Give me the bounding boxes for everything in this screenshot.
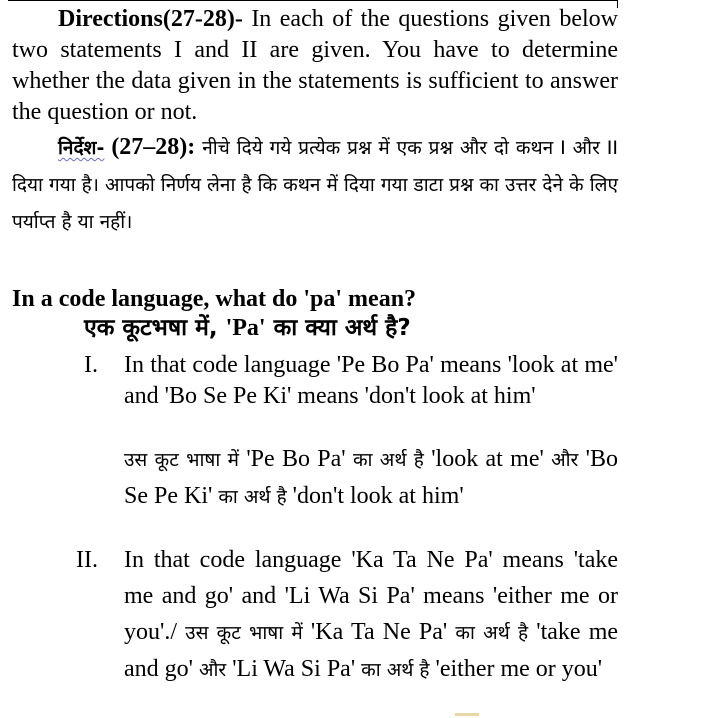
directions-hindi-label: निर्देश- bbox=[58, 137, 105, 159]
statement-hindi-text: का अर्थ है bbox=[455, 622, 529, 644]
statement-hindi-text: का अर्थ है bbox=[361, 659, 430, 681]
statement-hindi-code: 'Pe Bo Pa' bbox=[246, 446, 346, 472]
question-hindi-pre: एक कूटभषा में, bbox=[84, 315, 218, 341]
directions-hindi-range: (27–28): bbox=[111, 134, 196, 160]
statement-hindi-value: 'take me and go' bbox=[124, 619, 619, 682]
statement-english: In that code language 'Pe Bo Pa' means 'look at me' and 'Bo Se Pe Ki' means 'don't look at him' bbox=[124, 352, 618, 409]
question-english: In a code language, what do 'pa' mean? bbox=[12, 286, 417, 312]
directions-label: Directions bbox=[58, 6, 163, 32]
statement-hindi-text: का अर्थ है bbox=[218, 486, 287, 508]
question-hindi-post: का क्या अर्थ है? bbox=[273, 315, 411, 341]
statement-hindi-text: का अर्थ है bbox=[352, 449, 424, 471]
question-hindi bbox=[84, 313, 411, 344]
directions-hindi bbox=[12, 129, 618, 241]
directions-english bbox=[12, 4, 618, 128]
statement-hindi-value: 'either me or you' bbox=[435, 656, 603, 682]
statement-hindi bbox=[124, 441, 618, 515]
page-fragment bbox=[455, 713, 479, 716]
statement-english bbox=[124, 542, 618, 688]
statement-hindi-code: 'Bo Se Pe Ki' bbox=[124, 446, 618, 509]
statement-numeral: I. bbox=[84, 352, 98, 378]
statement-hindi-text: और bbox=[198, 659, 227, 681]
statement-hindi-text: और bbox=[551, 449, 579, 471]
statement-hindi-value: 'don't look at him' bbox=[292, 483, 464, 509]
directions-range: (27-28)- bbox=[162, 6, 243, 32]
statement-hindi-code: 'Li Wa Si Pa' bbox=[232, 656, 356, 682]
directions-text: In each of the questions given below two statements I and II are given. You have to determine whether the data given in the statements is sufficient to answer the question or not. bbox=[12, 6, 619, 125]
statement-hindi-text: उस कूट भाषा में bbox=[185, 622, 303, 644]
question-hindi-code: 'Pa' bbox=[225, 315, 266, 341]
statement-hindi-code: 'Ka Ta Ne Pa' bbox=[310, 619, 448, 645]
directions-hindi-text: नीचे दिये गये प्रत्येक प्रश्न में एक प्रश्न और दो कथन I और II दिया गया है। आपको निर्णय लेना है कि कथन में दिया गया डाटा प्रश्न का उत्तर देने के लिए पर्याप्त है या नहीं। bbox=[12, 137, 618, 233]
statement-hindi-text: उस कूट भाषा में bbox=[124, 449, 240, 471]
statement-english-text: In that code language 'Ka Ta Ne Pa' means 'take me and go' and 'Li Wa Si Pa' means 'either me or you'./ bbox=[124, 547, 618, 645]
statement-numeral: II. bbox=[76, 547, 98, 573]
statement-hindi-value: 'look at me' bbox=[431, 446, 544, 472]
top-border bbox=[8, 0, 618, 1]
